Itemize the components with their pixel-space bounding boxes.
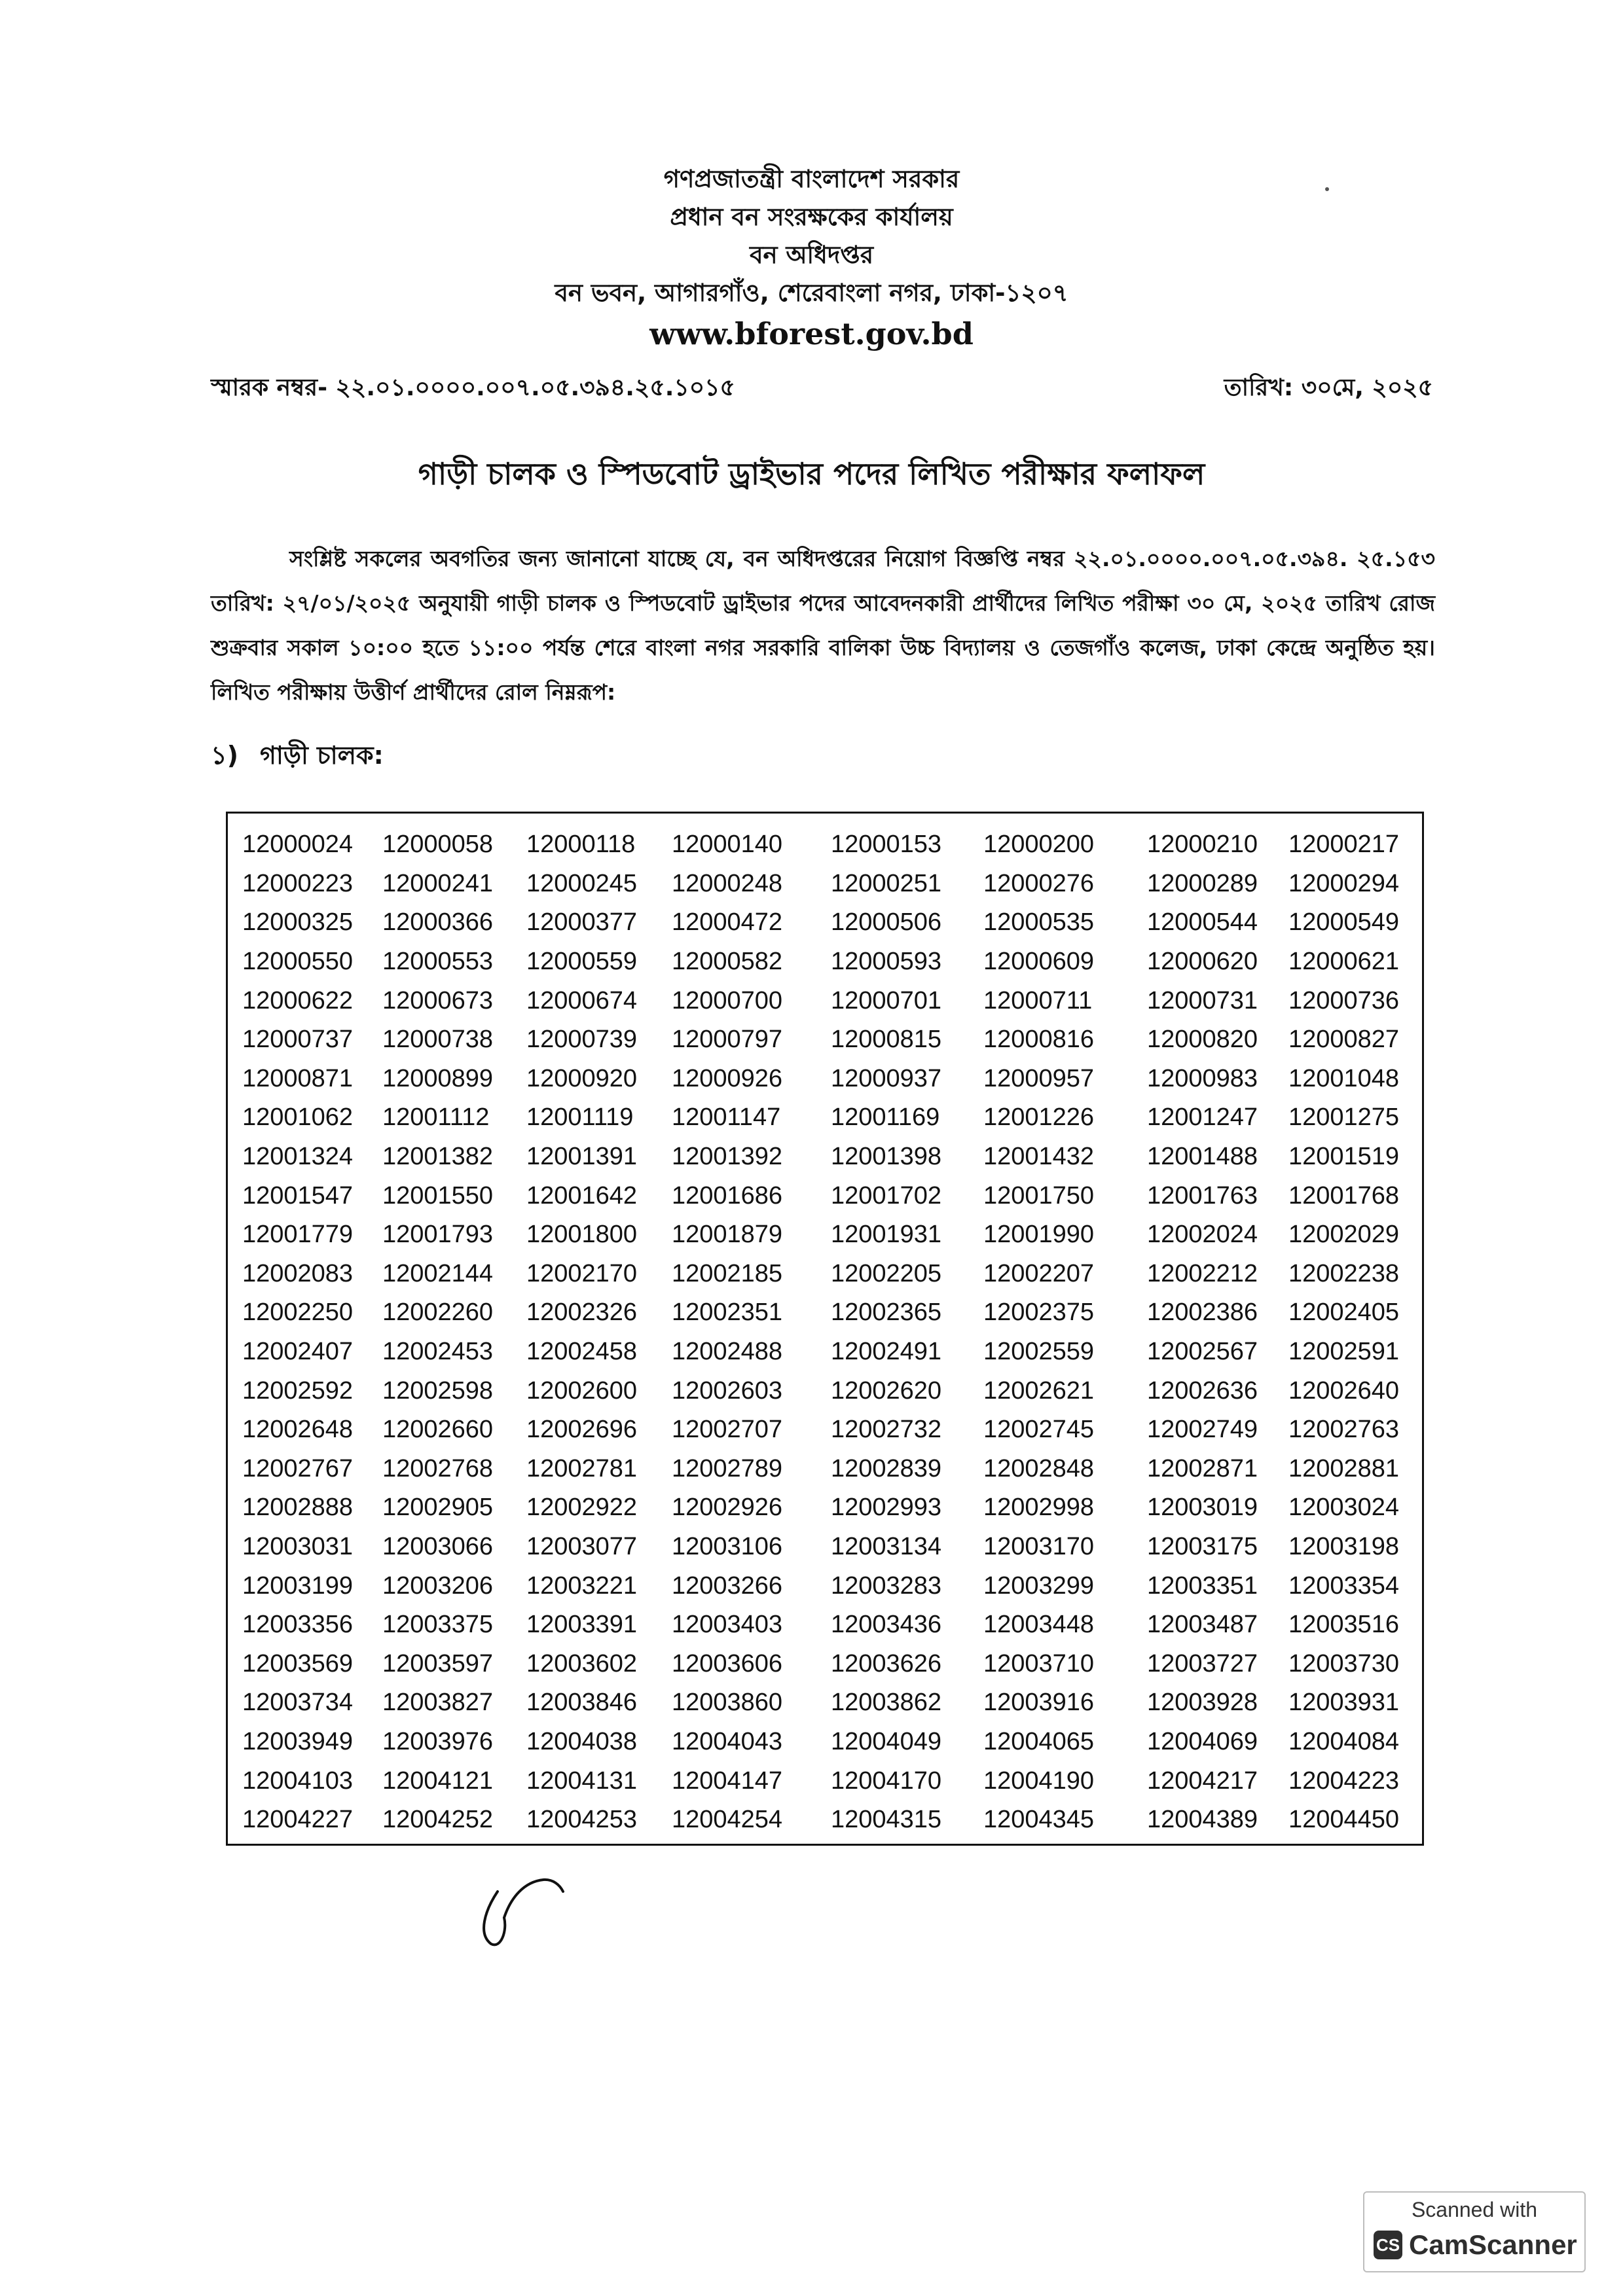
roll-number-cell: 12000058 [382,831,494,859]
roll-number-cell: 12000593 [831,948,942,976]
roll-number-cell: 12002781 [526,1454,638,1482]
table-row [242,1333,1408,1372]
table-row [242,1801,1408,1840]
roll-number-cell: 12003299 [983,1571,1095,1600]
roll-number-cell: 12002375 [983,1299,1095,1327]
roll-number-cell: 12001750 [983,1181,1095,1210]
roll-number-cell: 12002603 [672,1376,783,1405]
roll-number-cell: 12002488 [672,1338,783,1366]
roll-number-cell: 12000957 [983,1064,1095,1092]
roll-number-cell: 12003199 [242,1571,354,1600]
roll-number-cell: 12003403 [672,1611,783,1639]
roll-number-cell: 12000245 [526,869,638,897]
roll-number-cell: 12003602 [526,1649,638,1677]
roll-number-cell: 12001879 [672,1221,783,1249]
roll-number-cell: 12004223 [1288,1767,1400,1795]
roll-number-cell: 12003727 [1147,1649,1258,1677]
roll-number-cell: 12001112 [382,1103,490,1132]
roll-number-table-box [226,812,1424,1846]
roll-number-cell: 12000899 [382,1064,494,1092]
table-row [242,1450,1408,1489]
roll-number-cell: 12002848 [983,1454,1095,1482]
roll-number-cell: 12004065 [983,1727,1095,1755]
roll-number-cell: 12001642 [526,1181,638,1210]
roll-number-cell: 12003710 [983,1649,1095,1677]
roll-number-cell: 12001275 [1288,1103,1400,1132]
roll-number-cell: 12003077 [526,1532,638,1560]
roll-number-cell: 12000711 [983,986,1093,1014]
roll-number-cell: 12002598 [382,1376,494,1405]
memo-number: স্মারক নম্বর- ২২.০১.০০০০.০০৭.০৫.৩৯৪.২৫.১০১৫ [211,374,735,401]
roll-number-cell: 12003606 [672,1649,783,1677]
roll-number-cell: 12000673 [382,986,494,1014]
roll-number-cell: 12003597 [382,1649,494,1677]
roll-number-cell: 12002185 [672,1259,783,1287]
table-row [242,1215,1408,1255]
roll-number-cell: 12000223 [242,869,354,897]
roll-number-cell: 12004389 [1147,1806,1258,1834]
roll-number-cell: 12003356 [242,1611,354,1639]
roll-number-cell: 12004315 [831,1806,942,1834]
roll-number-cell: 12002888 [242,1494,354,1522]
roll-number-cell: 12002789 [672,1454,783,1482]
roll-number-cell: 12003391 [526,1611,638,1639]
roll-number-cell: 12002636 [1147,1376,1258,1405]
roll-number-cell: 12003031 [242,1532,354,1560]
roll-number-cell: 12004217 [1147,1767,1258,1795]
table-row [242,1683,1408,1723]
letterhead [0,160,1623,355]
table-row [242,865,1408,904]
website-link[interactable]: www.bforest.gov.bd [649,316,974,351]
table-row [242,1060,1408,1099]
table-row [242,1566,1408,1605]
roll-number-cell: 12003221 [526,1571,638,1600]
roll-number-cell: 12003860 [672,1689,783,1717]
roll-number-cell: 12002083 [242,1259,354,1287]
roll-number-cell: 12000200 [983,831,1095,859]
roll-number-cell: 12003024 [1288,1494,1400,1522]
roll-number-cell: 12001702 [831,1181,942,1210]
roll-number-cell: 12002458 [526,1338,638,1366]
roll-number-cell: 12001048 [1288,1064,1400,1092]
table-row [242,825,1408,865]
roll-number-cell: 12004227 [242,1806,354,1834]
table-row [242,1761,1408,1801]
roll-number-cell: 12001931 [831,1221,942,1249]
table-row [242,1410,1408,1450]
roll-number-cell: 12000737 [242,1026,354,1054]
notice-paragraph: সংশ্লিষ্ট সকলের অবগতির জন্য জানানো যাচ্ছে যে, বন অধিদপ্তরের নিয়োগ বিজ্ঞপ্তি নম্বর ২২.০১.০০০০.০০৭.০৫.৩৯৪. ২৫.১৫৩ তারিখ: ২৭/০১/২০২৫ অনুযায়ী গাড়ী চালক ও স্পিডবোট ড্রাইভার পদের আবেদনকারী প্রার্থীদের লিখিত পরীক্ষা ৩০ মে, ২০২৫ তারিখ রোজ শুক্রবার সকাল ১০:০০ হতে ১১:০০ পর্যন্ত শেরে বাংলা নগর সরকারি বালিকা উচ্চ বিদ্যালয় ও তেজগাঁও কলেজ, ঢাকা কেন্দ্রে অনুষ্ঠিত হয়। লিখিত পরীক্ষায় উত্তীর্ণ প্রার্থীদের রোল নিম্নরূপ: [211,546,1435,705]
camscanner-brand: CamScanner [1409,2229,1577,2260]
roll-number-cell: 12002407 [242,1338,354,1366]
table-row [242,1644,1408,1683]
table-row [242,1371,1408,1410]
roll-number-cell: 12003354 [1288,1571,1400,1600]
table-row [242,1488,1408,1528]
roll-number-cell: 12002749 [1147,1416,1258,1444]
roll-number-cell: 12000544 [1147,908,1258,937]
roll-number-cell: 12000325 [242,908,354,937]
roll-number-cell: 12002993 [831,1494,942,1522]
roll-number-cell: 12000926 [672,1064,783,1092]
roll-number-cell: 12002660 [382,1416,494,1444]
roll-number-cell: 12001519 [1288,1143,1400,1171]
scanned-with-label: Scanned with [1411,2198,1538,2221]
table-row [242,1176,1408,1215]
roll-number-cell: 12003949 [242,1727,354,1755]
roll-number-cell: 12000024 [242,831,354,859]
roll-number-cell: 12001488 [1147,1143,1258,1171]
roll-number-cell: 12002207 [983,1259,1095,1287]
roll-number-cell: 12003487 [1147,1611,1258,1639]
table-row [242,1138,1408,1177]
roll-number-cell: 12001324 [242,1143,354,1171]
roll-number-cell: 12002024 [1147,1221,1258,1249]
section-number: ১) [211,741,239,770]
roll-number-cell: 12002768 [382,1454,494,1482]
roll-number-cell: 12001793 [382,1221,494,1249]
roll-number-cell: 12002453 [382,1338,494,1366]
roll-number-cell: 12000366 [382,908,494,937]
signature [471,1872,576,1953]
roll-number-cell: 12000674 [526,986,638,1014]
roll-number-cell: 12003351 [1147,1571,1258,1600]
roll-number-cell: 12004069 [1147,1727,1258,1755]
roll-number-cell: 12002250 [242,1299,354,1327]
roll-number-cell: 12002260 [382,1299,494,1327]
roll-number-cell: 12001398 [831,1143,942,1171]
roll-number-cell: 12004038 [526,1727,638,1755]
roll-number-cell: 12002212 [1147,1259,1258,1287]
roll-number-cell: 12001800 [526,1221,638,1249]
scan-speck [1325,187,1329,191]
roll-number-cell: 12002707 [672,1416,783,1444]
roll-number-cell: 12001062 [242,1103,354,1132]
roll-number-cell: 12002839 [831,1454,942,1482]
camscanner-logo-icon: CS [1374,2231,1402,2259]
roll-number-cell: 12000622 [242,986,354,1014]
roll-number-cell: 12000609 [983,948,1095,976]
roll-number-cell: 12003066 [382,1532,494,1560]
roll-number-cell: 12002405 [1288,1299,1400,1327]
roll-number-table [242,825,1408,1839]
roll-number-cell: 12002238 [1288,1259,1400,1287]
roll-number-cell: 12004147 [672,1767,783,1795]
table-row [242,1255,1408,1294]
roll-number-cell: 12003436 [831,1611,942,1639]
camscanner-watermark [1363,2191,1586,2272]
table-row [242,981,1408,1020]
roll-number-cell: 12000248 [672,869,783,897]
roll-number-cell: 12000559 [526,948,638,976]
section-label: গাড়ী চালক: [260,741,384,770]
roll-number-cell: 12000582 [672,948,783,976]
roll-number-cell: 12004254 [672,1806,783,1834]
roll-number-cell: 12001247 [1147,1103,1258,1132]
roll-number-cell: 12002600 [526,1376,638,1405]
roll-number-cell: 12000920 [526,1064,638,1092]
roll-number-cell: 12002029 [1288,1221,1400,1249]
roll-number-cell: 12003198 [1288,1532,1400,1560]
roll-number-cell: 12000550 [242,948,354,976]
roll-number-cell: 12001547 [242,1181,354,1210]
memo-date: তারিখ: ৩০মে, ২০২৫ [1224,374,1433,401]
roll-number-cell: 12001768 [1288,1181,1400,1210]
roll-number-cell: 12002648 [242,1416,354,1444]
roll-number-cell: 12004252 [382,1806,494,1834]
roll-number-cell: 12000871 [242,1064,354,1092]
roll-number-cell: 12000241 [382,869,494,897]
roll-number-cell: 12003976 [382,1727,494,1755]
roll-number-cell: 12000535 [983,908,1095,937]
roll-number-cell: 12003730 [1288,1649,1400,1677]
roll-number-cell: 12000553 [382,948,494,976]
department-name: বন অধিদপ্তর [749,241,874,269]
roll-number-cell: 12002144 [382,1259,494,1287]
table-row [242,1020,1408,1060]
roll-number-cell: 12000377 [526,908,638,937]
roll-number-cell: 12002732 [831,1416,942,1444]
roll-number-cell: 12002881 [1288,1454,1400,1482]
roll-number-cell: 12004345 [983,1806,1095,1834]
roll-number-cell: 12002170 [526,1259,638,1287]
roll-number-cell: 12003266 [672,1571,783,1600]
roll-number-cell: 12002640 [1288,1376,1400,1405]
roll-number-cell: 12001382 [382,1143,494,1171]
roll-number-cell: 12002926 [672,1494,783,1522]
table-row [242,1098,1408,1138]
roll-number-cell: 12001391 [526,1143,638,1171]
roll-number-cell: 12000701 [831,986,942,1014]
roll-number-cell: 12002365 [831,1299,942,1327]
table-row [242,1605,1408,1645]
roll-number-cell: 12004450 [1288,1806,1400,1834]
roll-number-cell: 12002567 [1147,1338,1258,1366]
roll-number-cell: 12003516 [1288,1611,1400,1639]
roll-number-cell: 12003928 [1147,1689,1258,1717]
roll-number-cell: 12003206 [382,1571,494,1600]
roll-number-cell: 12002591 [1288,1338,1400,1366]
roll-number-cell: 12004190 [983,1767,1095,1795]
roll-number-cell: 12002767 [242,1454,354,1482]
roll-number-cell: 12003862 [831,1689,942,1717]
roll-number-cell: 12002326 [526,1299,638,1327]
roll-number-cell: 12000816 [983,1026,1095,1054]
roll-number-cell: 12004170 [831,1767,942,1795]
roll-number-cell: 12001169 [831,1103,940,1132]
roll-number-cell: 12003846 [526,1689,638,1717]
roll-number-cell: 12003569 [242,1649,354,1677]
document-title: গাড়ী চালক ও স্পিডবোট ড্রাইভার পদের লিখিত পরীক্ষার ফলাফল [418,456,1205,492]
table-row [242,903,1408,942]
roll-number-cell: 12000217 [1288,831,1400,859]
roll-number-cell: 12003916 [983,1689,1095,1717]
roll-number-cell: 12000210 [1147,831,1258,859]
roll-number-cell: 12004043 [672,1727,783,1755]
roll-number-cell: 12000620 [1147,948,1258,976]
roll-number-cell: 12001226 [983,1103,1095,1132]
roll-number-cell: 12004103 [242,1767,354,1795]
roll-number-cell: 12003170 [983,1532,1095,1560]
government-name: গণপ্রজাতন্ত্রী বাংলাদেশ সরকার [663,165,960,193]
roll-number-cell: 12003283 [831,1571,942,1600]
roll-number-cell: 12000251 [831,869,942,897]
roll-number-cell: 12001686 [672,1181,783,1210]
roll-number-cell: 12002763 [1288,1416,1400,1444]
roll-number-cell: 12002905 [382,1494,494,1522]
roll-number-cell: 12000820 [1147,1026,1258,1054]
roll-number-cell: 12000621 [1288,948,1400,976]
roll-number-cell: 12001392 [672,1143,783,1171]
roll-number-cell: 12000983 [1147,1064,1258,1092]
roll-number-cell: 12001763 [1147,1181,1258,1210]
roll-number-cell: 12001779 [242,1221,354,1249]
table-row [242,1723,1408,1762]
section-heading [211,736,384,778]
roll-number-cell: 12000739 [526,1026,638,1054]
roll-number-cell: 12003827 [382,1689,494,1717]
roll-number-cell: 12000700 [672,986,783,1014]
roll-number-cell: 12002386 [1147,1299,1258,1327]
roll-number-cell: 12000294 [1288,869,1400,897]
roll-number-cell: 12000153 [831,831,942,859]
roll-number-cell: 12004049 [831,1727,942,1755]
roll-number-cell: 12002620 [831,1376,942,1405]
roll-number-cell: 12001432 [983,1143,1095,1171]
roll-number-cell: 12004121 [382,1767,494,1795]
table-row [242,1293,1408,1333]
roll-number-cell: 12003134 [831,1532,942,1560]
roll-number-cell: 12002922 [526,1494,638,1522]
roll-number-cell: 12004253 [526,1806,638,1834]
roll-number-cell: 12004084 [1288,1727,1400,1755]
table-row [242,1528,1408,1567]
roll-number-cell: 12003734 [242,1689,354,1717]
roll-number-cell: 12000815 [831,1026,942,1054]
roll-number-cell: 12003931 [1288,1689,1400,1717]
roll-number-cell: 12002696 [526,1416,638,1444]
roll-number-cell: 12000736 [1288,986,1400,1014]
roll-number-cell: 12002871 [1147,1454,1258,1482]
roll-number-cell: 12000276 [983,869,1095,897]
roll-number-cell: 12000549 [1288,908,1400,937]
roll-number-cell: 12000731 [1147,986,1258,1014]
office-name: প্রধান বন সংরক্ষকের কার্যালয় [670,203,953,231]
table-row [242,942,1408,982]
roll-number-cell: 12000289 [1147,869,1258,897]
roll-number-cell: 12003106 [672,1532,783,1560]
roll-number-cell: 12003019 [1147,1494,1258,1522]
roll-number-cell: 12000506 [831,908,942,937]
roll-number-cell: 12002621 [983,1376,1095,1405]
roll-number-cell: 12004131 [526,1767,638,1795]
roll-number-cell: 12000797 [672,1026,783,1054]
roll-number-cell: 12002351 [672,1299,783,1327]
roll-number-cell: 12003175 [1147,1532,1258,1560]
roll-number-cell: 12001550 [382,1181,494,1210]
roll-number-cell: 12002745 [983,1416,1095,1444]
roll-number-cell: 12003375 [382,1611,494,1639]
roll-number-cell: 12001990 [983,1221,1095,1249]
roll-number-cell: 12000118 [526,831,636,859]
roll-number-cell: 12000140 [672,831,783,859]
roll-number-cell: 12002205 [831,1259,942,1287]
roll-number-cell: 12003448 [983,1611,1095,1639]
roll-number-cell: 12001147 [672,1103,781,1132]
office-address: বন ভবন, আগারগাঁও, শেরেবাংলা নগর, ঢাকা-১২০৭ [555,279,1068,307]
roll-number-cell: 12002491 [831,1338,942,1366]
roll-number-cell: 12000937 [831,1064,942,1092]
roll-number-cell: 12001119 [526,1103,634,1132]
roll-number-cell: 12000827 [1288,1026,1400,1054]
roll-number-cell: 12002592 [242,1376,354,1405]
roll-number-cell: 12000472 [672,908,783,937]
roll-number-cell: 12002559 [983,1338,1095,1366]
roll-number-cell: 12000738 [382,1026,494,1054]
roll-number-cell: 12002998 [983,1494,1095,1522]
roll-number-cell: 12003626 [831,1649,942,1677]
